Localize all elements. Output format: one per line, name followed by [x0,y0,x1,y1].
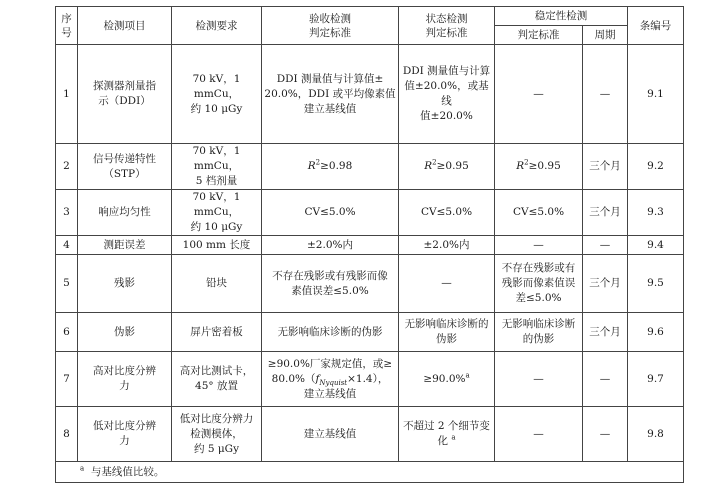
requirement-cell: 铅块 [172,255,262,313]
detector-qc-table [55,6,684,483]
requirement-cell: 70 kV，1 mmCu， 约 10 μGy [172,45,262,144]
item-cell: 响应均匀性 [78,190,172,236]
acceptance-cell: ±2.0%内 [262,236,399,255]
clause-cell: 9.6 [628,313,684,352]
state-cell: CV≤5.0% [399,190,495,236]
footnote-text: 与基线值比较。 [90,465,165,478]
state-cell: ±2.0%内 [399,236,495,255]
clause-cell: 9.4 [628,236,684,255]
stability-cell: $R^2\ge 0.95$ [495,144,583,190]
stability-cell: — [495,236,583,255]
requirement-cell: 屏片密着板 [172,313,262,352]
footnote [56,462,684,483]
table-row [56,190,684,236]
acceptance-cell: CV≤5.0% [262,190,399,236]
stability-cell: 无影响临床诊断 的伪影 [495,313,583,352]
period-cell: — [583,407,628,462]
footnote-mark: a [80,464,85,472]
acceptance-cell: 不存在残影或有残影而像 素值误差≤5.0% [262,255,399,313]
table-row [56,144,684,190]
clause-cell: 9.2 [628,144,684,190]
state-cell: DDI 测量值与计算 值±20.0%，或基线 值±20.0% [399,45,495,144]
item-cell: 高对比度分辨 力 [78,352,172,407]
clause-cell: 9.1 [628,45,684,144]
header-stability: 稳定性检测 [495,7,628,26]
row-number: 6 [56,313,78,352]
requirement-cell: 70 kV，1 mmCu， 5 档剂量 [172,144,262,190]
row-number: 4 [56,236,78,255]
acceptance-cell: 建立基线值 [262,407,399,462]
header-item: 检测项目 [78,7,172,45]
header-seq: 序 号 [56,7,78,45]
state-cell: $R^2\ge 0.95$ [399,144,495,190]
acceptance-cell: $R^2\ge 0.98$ [262,144,399,190]
table-row [56,407,684,462]
table-row [56,236,684,255]
period-cell: 三个月 [583,255,628,313]
state-cell: 无影响临床诊断的 伪影 [399,313,495,352]
acceptance-cell: DDI 测量值与计算值± 20.0%，DDI 或平均像素值 建立基线值 [262,45,399,144]
header-state: 状态检测 判定标准 [399,7,495,45]
header-acceptance: 验收检测 判定标准 [262,7,399,45]
item-cell: 低对比度分辨 力 [78,407,172,462]
row-number: 3 [56,190,78,236]
period-cell: 三个月 [583,190,628,236]
item-cell: 残影 [78,255,172,313]
item-cell: 伪影 [78,313,172,352]
state-cell: — [399,255,495,313]
footnote-row [56,462,684,483]
item-cell: 信号传递特性 （STP） [78,144,172,190]
stability-cell: 不存在残影或有 残影而像素值误 差≤5.0% [495,255,583,313]
header-stability-criteria: 判定标准 [495,26,583,45]
row-number: 2 [56,144,78,190]
requirement-cell: 高对比测试卡， 45° 放置 [172,352,262,407]
header-requirement: 检测要求 [172,7,262,45]
table-row [56,45,684,144]
period-cell: — [583,236,628,255]
stability-cell: CV≤5.0% [495,190,583,236]
clause-cell: 9.7 [628,352,684,407]
clause-cell: 9.8 [628,407,684,462]
period-cell: — [583,352,628,407]
stability-cell: — [495,45,583,144]
period-cell: 三个月 [583,313,628,352]
row-number: 7 [56,352,78,407]
state-cell: ≥90.0%$^a$ [399,352,495,407]
table-row [56,255,684,313]
clause-cell: 9.3 [628,190,684,236]
requirement-cell: 70 kV，1 mmCu， 约 10 μGy [172,190,262,236]
period-cell: 三个月 [583,144,628,190]
period-cell: — [583,45,628,144]
requirement-cell: 100 mm 长度 [172,236,262,255]
requirement-cell: 低对比度分辨力 检测模体， 约 5 μGy [172,407,262,462]
acceptance-cell: 无影响临床诊断的伪影 [262,313,399,352]
clause-cell: 9.5 [628,255,684,313]
stability-cell: — [495,407,583,462]
table-row [56,313,684,352]
row-number: 5 [56,255,78,313]
row-number: 1 [56,45,78,144]
stability-cell: — [495,352,583,407]
table-row [56,352,684,407]
row-number: 8 [56,407,78,462]
acceptance-cell: ≥90.0%厂家规定值，或≥ $80.0\%(f_{Nyquist}\times 1.4)$， 建立基线值 [262,352,399,407]
header-clause: 条编号 [628,7,684,45]
state-cell: 不超过 2 个细节变 化 $^a$ [399,407,495,462]
item-cell: 测距误差 [78,236,172,255]
header-stability-period: 周期 [583,26,628,45]
item-cell: 探测器剂量指 示（DDI） [78,45,172,144]
